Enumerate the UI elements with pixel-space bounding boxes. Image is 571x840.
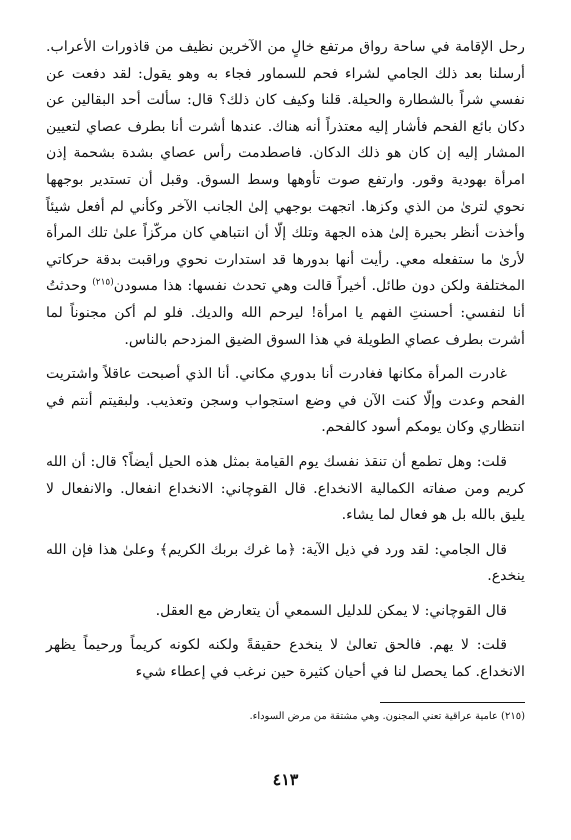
paragraph-2: غادرت المرأة مكانها فغادرت أنا بدوري مكاني. أنا الذي أصبحت عاقلاً واشتريت الفحم وعدت وإلّا كنت الآن في وضع استجواب وسجن وتعذيب. ولبقيتم أنتم في انتظاري وكان يومكم أسود كالفحم. [46, 366, 525, 436]
paragraph-1-text: رحل الإقامة في ساحة رواق مرتفع خالٍ من الآخرين نظيف من قاذورات الأعراب. أرسلنا بعد ذلك الجامي لشراء فحم للسماور فجاء به وهو يقول: لقد دفعت عن نفسي شراً بالشطارة والحيلة. قلنا وكيف كان ذلك؟ قال: سألت أحد البقالين عن دكان بائع الفحم فأشار إليه معتذراً أنه هناك. عندها أشرت أنا بطرف عصاي لتعيين المشار إليه إن كان هو ذلك الدكان. فاصطدمت رأس عصاي بشدة بشحمة إذن امرأة بهودية وقور. وارتفع صوت تأوهها وسط السوق. وقبل أن تستدير بوجهها نحوي لترىٰ من الذي وكزها. اتجهت بوجهي إلىٰ الجانب الآخر وكأني لم أفعل شيئاً وأخذت أنظر بحيرة إلىٰ هذه الجهة وتلك إلّا أن انتباهي كان مركّزاً علىٰ تلك المرأة لأرىٰ ما ستفعله معي. رأيت أنها بدورها قد استدارت نحوي وراقبت بدقة حركاتي المختلفة ولكن دون طائل. أخيراً قالت وهي تحدث نفسها: هذا مسودن [46, 39, 525, 295]
footnote-marker: (٢١٥) [92, 277, 114, 288]
paragraph-4: قال الجامي: لقد ورد في ذيل الآية: ﴿ما غرك بربك الكريم﴾ وعلىٰ هذا فإن الله ينخدع. [46, 541, 525, 585]
paragraph-3: قلت: وهل تطمع أن تنقذ نفسك يوم القيامة بمثل هذه الحيل أيضاً؟ قال: أن الله كريم ومن صفاته الكمالية الانخداع. قال القوچاني: الانخداع انفعال. والانفعال لا يليق بالله بل هو فعال لما يشاء. [46, 453, 525, 524]
paragraph-6: قلت: لا يهم. فالحق تعالىٰ لا ينخدع حقيقةً ولكنه لكونه كريماً ورحيماً يظهر الانخداع. كما يحصل لنا في أحيان كثيرة حين نرغب في إعطاء شيء [46, 637, 525, 681]
page-number: ٤١٣ [272, 770, 299, 789]
footnote-divider [380, 702, 525, 703]
paragraph-1-continuation: وحدثتُ أنا لنفسي: أحسنتِ الفهم يا امرأة! ليرحم الله والديك. فلو لم أكن مجنوناً لما أشرت بطرف عصاي الطويلة في هذا السوق الضيق المزدحم بالناس. [46, 278, 525, 348]
paragraph-1 [46, 34, 525, 353]
paragraph-5: قال القوچاني: لا يمكن للدليل السمعي أن يتعارض مع العقل. [155, 602, 507, 619]
body-text [46, 34, 525, 694]
footnote: (٢١٥) عامية عراقية تعني المجنون. وهي مشتقة من مرض السوداء. [249, 711, 525, 722]
